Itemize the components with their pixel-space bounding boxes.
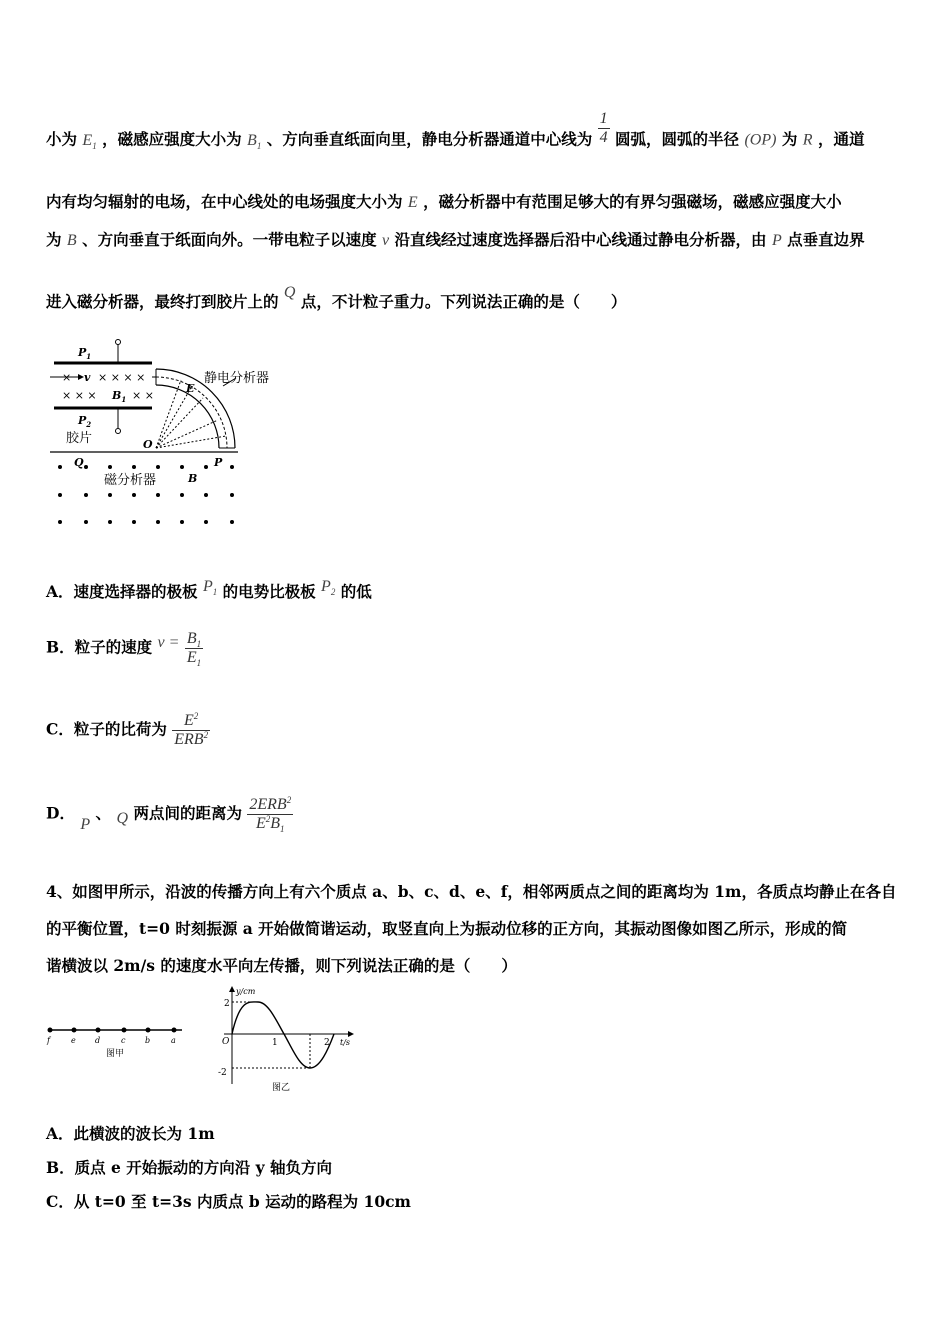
figure-yi	[214, 984, 364, 1094]
text-segment: 、方向垂直纸面向里，静电分析器通道中心线为	[266, 129, 593, 149]
cross-marks-row-1b: × × × ×	[98, 371, 146, 384]
symbol-P1: $P_1$	[202, 578, 218, 597]
q4-option-c: C．从 t=0 至 t=3s 内质点 b 运动的路程为 10cm	[46, 1192, 411, 1211]
text-segment: 为	[46, 230, 62, 249]
label-p: P	[214, 456, 223, 469]
q3-text-line-2	[46, 190, 910, 212]
terminal-p2	[116, 429, 121, 434]
text-segment: B．粒子的速度	[46, 637, 153, 657]
q3-option-c	[46, 712, 910, 749]
symbol-P2: $P_2$	[321, 578, 336, 597]
sine-curve	[232, 1002, 334, 1068]
y-axis-label: y/cm	[236, 987, 256, 996]
text-segment: 点垂直边界	[787, 230, 865, 249]
label-point-a: a	[171, 1036, 176, 1045]
y-axis-arrowhead	[229, 986, 235, 992]
label-q: Q	[74, 456, 84, 469]
text-segment: ，通道	[817, 129, 865, 149]
text-segment: 点，不计粒子重力。下列说法正确的是（ ）	[300, 292, 627, 311]
text-segment: D．	[46, 803, 75, 823]
text-segment: 内有均匀辐射的电场，在中心线处的电场强度大小为	[46, 192, 403, 211]
fraction-distance: $\frac{2ERB^2}{E^2B_1}$	[249, 795, 292, 834]
caption-jia: 图甲	[106, 1049, 125, 1059]
caption-yi: 图乙	[272, 1083, 291, 1093]
symbol-Q: Q	[283, 284, 296, 301]
label-point-d: d	[95, 1036, 101, 1045]
fraction-quarter: $\frac{1}{4}$	[599, 110, 608, 146]
text-segment: 、	[95, 803, 112, 823]
text-segment: 圆弧，圆弧的半径	[615, 129, 740, 149]
label-p1: $P_1$	[78, 346, 92, 361]
cross-marks-row-2: × × ×	[62, 389, 97, 402]
field-line	[156, 398, 203, 448]
label-p2: $P_2$	[78, 414, 92, 429]
q4-text-line-2: 的平衡位置，t=0 时刻振源 a 开始做简谐运动，取竖直向上为振动位移的正方向，其振动图像如图乙所示，形成的简	[46, 919, 848, 938]
q4-text-line-1: 4、如图甲所示，沿波的传播方向上有六个质点 a、b、c、d、e、f，相邻两质点之间的距离均为 1m，各质点均静止在各自	[46, 882, 897, 901]
text-segment: 的电势比极板	[222, 582, 316, 601]
text-segment: 进入磁分析器，最终打到胶片上的	[46, 292, 279, 311]
text-segment: 、方向垂直于纸面向外。一带电粒子以速度	[82, 230, 377, 249]
field-line	[156, 386, 192, 448]
figure-jia	[44, 1020, 189, 1062]
text-segment: 沿直线经过速度选择器后沿中心线通过静电分析器，由	[394, 230, 767, 249]
q3-text-line-1	[46, 110, 910, 159]
text-segment: ，磁分析器中有范围足够大的有界匀强磁场，磁感应强度大小	[423, 192, 842, 211]
text-segment: A．速度选择器的极板	[46, 582, 198, 601]
field-line	[156, 380, 181, 448]
label-electrostatic-analyzer: 静电分析器	[204, 371, 270, 386]
text-segment: 两点间的距离为	[133, 803, 242, 823]
field-line	[156, 420, 218, 448]
q3-text-line-3	[46, 228, 910, 250]
symbol-v: v	[382, 232, 390, 249]
symbol-v-equals: v =	[157, 633, 180, 651]
q4-text-line-3: 谐横波以 2m/s 的速度水平向左传播，则下列说法正确的是（ ）	[46, 956, 517, 975]
label-e: E	[186, 382, 195, 395]
symbol-B: B	[66, 232, 77, 249]
y-tick-neg2: -2	[218, 1068, 227, 1078]
origin-label: O	[222, 1037, 230, 1047]
symbol-E: E	[407, 194, 418, 211]
x-axis-arrowhead	[348, 1031, 354, 1037]
x-tick-1: 1	[272, 1038, 278, 1048]
label-b1: $B_1$	[112, 389, 127, 404]
label-film: 胶片	[66, 431, 93, 446]
label-v: v	[84, 371, 91, 384]
symbol-R: R	[802, 131, 813, 149]
symbol-P: P	[80, 815, 91, 833]
text-segment: 小为	[46, 129, 78, 149]
symbol-B1: $B_1$	[247, 131, 262, 151]
cross-marks-row-2b: × ×	[132, 389, 154, 402]
fraction-b1-over-e1: $\frac{B_1}{E_1}$	[186, 630, 202, 668]
q4-option-b: B．质点 e 开始振动的方向沿 y 轴负方向	[46, 1158, 333, 1177]
field-line	[156, 436, 226, 448]
text-segment: 为	[781, 129, 798, 149]
q3-option-d	[46, 796, 910, 833]
label-b: B	[188, 472, 198, 485]
q3-text-line-4	[46, 284, 910, 312]
q4-option-a: A．此横波的波长为 1m	[46, 1124, 215, 1143]
text-segment: 的低	[340, 582, 372, 601]
fraction-e1sq-over-erb1sq: $\frac{E^2}{ERB^2}$	[174, 711, 209, 748]
label-point-f: f	[47, 1036, 50, 1045]
label-magnetic-analyzer: 磁分析器	[104, 473, 157, 488]
text-segment: ，磁感应强度大小为	[102, 129, 242, 149]
label-point-c: c	[121, 1036, 126, 1045]
symbol-OP: (OP)	[744, 131, 777, 149]
text-segment: C．粒子的比荷为	[46, 719, 167, 739]
cross-marks-row-1: ×	[62, 371, 72, 384]
terminal-p1	[116, 340, 121, 345]
label-point-b: b	[145, 1036, 151, 1045]
q3-option-a	[46, 580, 910, 602]
q3-option-b	[46, 630, 910, 667]
x-axis-label: t/s	[340, 1038, 351, 1047]
symbol-E1: $E_1$	[82, 131, 97, 151]
y-tick-2: 2	[224, 999, 230, 1009]
label-o: O	[143, 438, 153, 451]
symbol-P: P	[771, 232, 782, 249]
symbol-Q: Q	[116, 809, 129, 827]
x-tick-2: 2	[324, 1038, 330, 1048]
mass-spectrometer-figure	[48, 336, 298, 536]
label-point-e: e	[71, 1036, 76, 1045]
